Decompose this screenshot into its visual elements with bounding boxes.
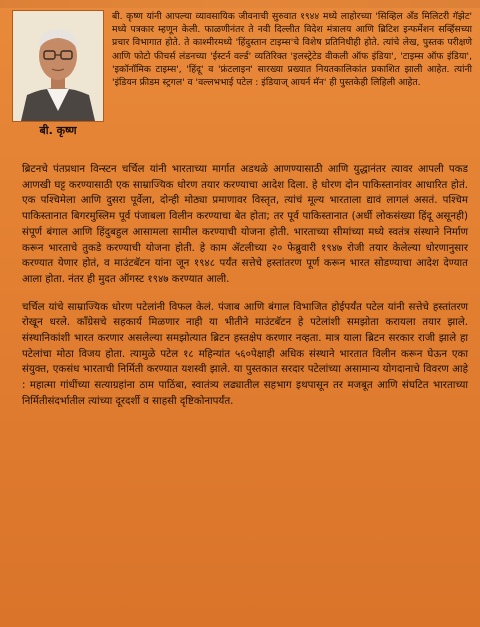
- blurb-paragraph-1: ब्रिटनचे पंतप्रधान विन्स्टन चर्चिल यांनी भारताच्या मार्गात अडथळे आणण्यासाठी आणि युद्धानंतर त्यावर आपली पकड आणखी घट्ट करण्यासाठी एक साम्राज्यिक धोरण तयार करण्याचा आदेश दिला. हे धोरण दोन पाकिस्तानांवर आधारित होतं. एक पश्चिमेला आणि दुसरा पूर्वेला, दोन्ही मोठ्या प्रमाणावर विस्तृत, त्यांचं मूल्य भारताला द्यावं लागलं असतं. पश्चिम पाकिस्तानात बिगरमुस्लिम पूर्व पंजाबला विलीन करण्याचा बेत होता; तर पूर्व पाकिस्तानात (अर्धी लोकसंख्या हिंदू असूनही) संपूर्ण बंगाल आणि हिंदुबहुल आसामला सामील करण्याची योजना होती. भारताच्या सीमांच्या मध्ये स्वतंत्र संस्थाने निर्माण करून भारताचे तुकडे करण्याची योजना होती. हे काम ॲटलीच्या २० फेब्रुवारी १९४७ रोजी तयार केलेल्या धोरणानुसार करण्यात येणार होतं, व माउंटबॅटन यांना जून १९४८ पर्यंत सत्तेचे हस्तांतरण पूर्ण करून भारत सोडण्याचा आदेश देण्यात आला होता. नंतर ही मुदत ऑगस्ट १९४७ करण्यात आली.: [22, 164, 468, 285]
- author-caption: बी. कृष्ण: [39, 124, 77, 137]
- author-section: [0, 0, 480, 145]
- blurb-paragraph-2: चर्चिल यांचे साम्राज्यिक धोरण पटेलांनी विफल केलं. पंजाब आणि बंगाल विभाजित होईपर्यंत पटेल यांनी सत्तेचे हस्तांतरण रोखून धरले. काँग्रेसचे सहकार्य मिळणार नाही या भीतीने माउंटबॅटन हे पटेलांशी समझोता करायला तयार झाले. संस्थानिकांशी भारत करणार असलेल्या समझोत्यात ब्रिटन हस्तक्षेप करणार नव्हता. मात्र याला ब्रिटन सरकार राजी झाले हा पटेलांचा मोठा विजय होता. त्यामुळे पटेल १८ महिन्यांत ५६०पेक्षाही अधिक संस्थाने भारतात विलीन करून घेऊन एका संयुक्त, एकसंध भारताची निर्मिती करण्यात यशस्वी झाले. या पुस्तकात सरदार पटेलांच्या असामान्य योगदानाचे विवरण आहे : महात्मा गांधींच्या सत्याग्रहांना ठाम पाठिंबा, स्वातंत्र्य लढ्यातील सहभाग इथपासून तर मजबूत आणि संघटित भारताच्या निर्मितीसंदर्भातील त्यांच्या दूरदर्शी व साहसी दृष्टिकोनापर्यंत.: [22, 301, 468, 407]
- author-portrait-icon: [13, 11, 103, 121]
- blurb: [22, 162, 468, 410]
- author-bio: बी. कृष्ण यांनी आपल्या व्यावसायिक जीवनाची सुरुवात १९४४ मध्ये लाहोरच्या 'सिव्हिल अँड मिलिटरी गॅझेट' मध्ये पत्रकार म्हणून केली. फाळणीनंतर ते नवी दिल्लीत विदेश मंत्रालय आणि ब्रिटिश इन्फर्मेशन सर्व्हिसच्या प्रचार विभागात होते. ते काश्मीरमध्ये 'हिंदुस्तान टाइम्स'चे विशेष प्रतिनिधीही होते. त्यांचे लेख, पुस्तक परीक्षणे आणि फोटो फीचर्स लंडनच्या 'ईस्टर्न वर्ल्ड' व्यतिरिक्त 'इलस्ट्रेटेड वीकली ऑफ इंडिया', 'टाइम्स ऑफ इंडिया', 'इकॉनॉमिक टाइम्स', 'हिंदू' व 'फ्रंटलाइन' सारख्या प्रख्यात नियतकालिकांत प्रकाशित झाली आहेत. त्यांनी 'इंडियन फ्रीडम स्ट्रगल' व 'वल्लभभाई पटेल : इंडियाज् आयर्न मॅन' ही पुस्तकेही लिहिली आहेत.: [112, 11, 472, 89]
- author-photo: [12, 10, 104, 122]
